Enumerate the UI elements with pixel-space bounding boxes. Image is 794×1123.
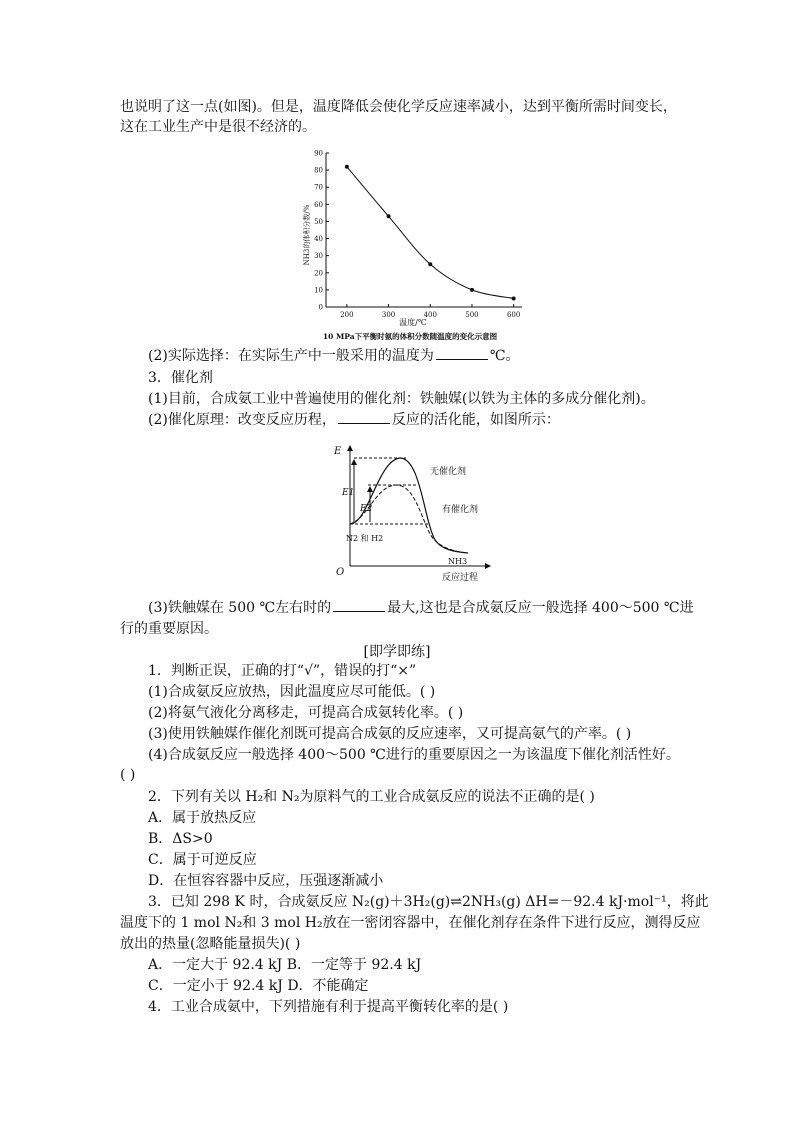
question-3-options-cd: C．一定小于 92.4 kJ D．不能确定 xyxy=(148,978,369,994)
nh3-temperature-chart xyxy=(300,145,530,345)
question-3-line-1: 3．已知 298 K 时，合成氨反应 N₂(g)＋3H₂(g)⇌2NH₃(g) ΔH=－92.4 kJ·mol⁻¹，将此 xyxy=(148,894,709,910)
question-1-2: (2)将氨气液化分离移走，可提高合成氨转化率。( ) xyxy=(148,705,464,721)
question-3-line-2: 温度下的 1 mol N₂和 3 mol H₂放在一密闭容器中，在催化剂存在条件下进行反应，测得反应 xyxy=(120,915,701,931)
chart-xlabel: 温度/℃ xyxy=(399,318,427,327)
chart-data-point xyxy=(470,288,474,292)
chart-data-point xyxy=(345,165,349,169)
question-3-line-3: 放出的热量(忽略能量损失)( ) xyxy=(120,936,301,952)
chart-x-tick-label: 600 xyxy=(506,311,521,319)
chart-x-tick-label: 500 xyxy=(465,311,479,319)
question-3-options-ab: A．一定大于 92.4 kJ B．一定等于 92.4 kJ xyxy=(148,957,422,973)
question-1: 1．判断正误，正确的打“√”，错误的打“×” xyxy=(148,663,417,679)
chart-y-tick-label: 50 xyxy=(314,217,323,226)
question-2-option-b: B．ΔS>0 xyxy=(148,831,213,847)
chart-data-point xyxy=(428,262,432,266)
chart-x-tick-label: 400 xyxy=(423,311,437,319)
question-2-option-d: D．在恒容容器中反应，压强逐渐减小 xyxy=(148,873,384,889)
chart-title: 10 MPa下平衡时氨的体积分数随温度的变化示意图 xyxy=(322,332,498,341)
chart-y-tick-label: 0 xyxy=(318,303,323,312)
item3-line-2: 行的重要原因。 xyxy=(120,621,218,637)
intro-line-1: 也说明了这一点(如图)。但是，温度降低会使化学反应速率减小，达到平衡所需时间变长， xyxy=(120,99,677,115)
catalyst-item2-before: (2)催化原理：改变反应历程， xyxy=(148,412,336,428)
practice-heading: [即学即练] xyxy=(363,644,431,660)
energy-profile-diagram xyxy=(328,438,498,588)
catalyst-item-1: (1)目前，合成氨工业中普遍使用的催化剂：铁触媒(以铁为主体的多成分催化剂)。 xyxy=(148,391,655,407)
chart-y-tick-label: 20 xyxy=(314,269,323,278)
chart-y-tick-label: 60 xyxy=(314,200,323,209)
catalyst-item-3 xyxy=(148,599,694,617)
item3-after: 最大,这也是合成氨反应一般选择 400～500 ℃进 xyxy=(387,600,694,616)
intro-line-2: 这在工业生产中是很不经济的。 xyxy=(120,119,316,135)
product-label: NH3 xyxy=(448,557,468,566)
question-1-4-bracket: ( ) xyxy=(120,767,136,783)
chart-data-point xyxy=(387,214,391,218)
e1-label: E1 xyxy=(342,488,355,498)
chart-y-tick-label: 70 xyxy=(314,183,323,192)
temp-q2-before: (2)实际选择：在实际生产中一般采用的温度为 xyxy=(148,348,434,364)
chart-x-tick-label: 300 xyxy=(381,311,396,319)
question-2-option-c: C．属于可逆反应 xyxy=(148,852,257,868)
no-catalyst-label: 无催化剂 xyxy=(430,467,467,477)
question-4: 4．工业合成氨中，下列措施有利于提高平衡转化率的是( ) xyxy=(148,999,509,1015)
chart-y-tick-label: 40 xyxy=(314,235,323,244)
chart-x-tick-label: 200 xyxy=(340,311,354,319)
catalyst-heading: 3．催化剂 xyxy=(148,370,213,386)
e2-label: E2 xyxy=(360,504,373,514)
energy-y-label: E xyxy=(334,446,342,457)
chart-y-tick-label: 80 xyxy=(314,166,323,175)
temp-q2-after: ℃。 xyxy=(489,348,520,364)
question-1-4: (4)合成氨反应一般选择 400～500 ℃进行的重要原因之一为该温度下催化剂活性好。 xyxy=(148,747,680,763)
chart-ylabel: NH3的体积分数/% xyxy=(303,204,311,266)
activity-answer-blank[interactable] xyxy=(333,599,385,612)
chart-y-tick-label: 30 xyxy=(314,252,323,261)
with-catalyst-label: 有催化剂 xyxy=(442,505,479,515)
item3-before: (3)铁触媒在 500 ℃左右时的 xyxy=(148,600,332,616)
catalyst-item-2 xyxy=(148,411,560,429)
temp-answer-blank[interactable] xyxy=(436,347,488,360)
reactants-label: N2 和 H2 xyxy=(346,534,384,543)
chart-y-tick-label: 90 xyxy=(314,149,323,158)
energy-x-label: 反应过程 xyxy=(442,573,479,583)
chart-data-point xyxy=(512,296,516,300)
question-1-1: (1)合成氨反应放热，因此温度应尽可能低。( ) xyxy=(148,684,436,700)
question-2-option-a: A．属于放热反应 xyxy=(148,810,257,826)
catalyst-item2-after: 反应的活化能，如图所示： xyxy=(391,412,560,428)
catalyst-answer-blank[interactable] xyxy=(338,411,390,424)
temp-question-2 xyxy=(148,347,520,365)
chart-trend-curve xyxy=(347,167,514,299)
chart-y-tick-label: 10 xyxy=(314,286,323,295)
question-2: 2．下列有关以 H₂和 N₂为原料气的工业合成氨反应的说法不正确的是( ) xyxy=(148,789,595,805)
question-1-3: (3)使用铁触媒作催化剂既可提高合成氨的反应速率，又可提高氨气的产率。( ) xyxy=(148,726,632,742)
energy-origin: O xyxy=(336,567,345,578)
